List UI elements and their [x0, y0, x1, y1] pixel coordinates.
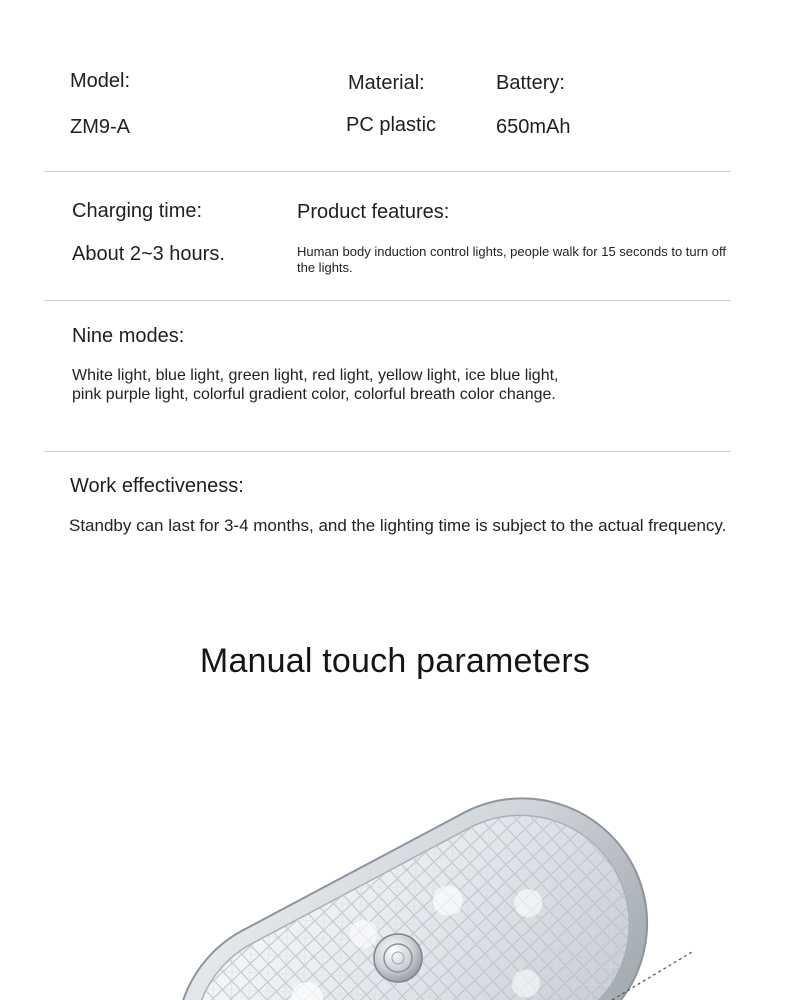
model-label: Model:: [70, 70, 131, 92]
nine-modes-label: Nine modes:: [72, 325, 185, 347]
charging-time-value: About 2~3 hours.: [72, 243, 225, 265]
model-value: ZM9-A: [70, 116, 130, 138]
divider-1: [44, 171, 731, 172]
work-effectiveness-label: Work effectiveness:: [70, 475, 244, 497]
material-value: PC plastic: [346, 114, 437, 136]
product-features-line-2: the lights.: [297, 260, 353, 275]
nine-modes-line-2: pink purple light, colorful gradient color, colorful breath color change.: [72, 386, 556, 403]
nine-modes-line-1: White light, blue light, green light, red light, yellow light, ice blue light,: [72, 367, 559, 384]
divider-3: [44, 451, 731, 452]
divider-2: [44, 300, 731, 301]
material-label: Material:: [348, 72, 425, 94]
product-image: [0, 760, 790, 1000]
battery-value: 650mAh: [496, 116, 571, 138]
product-features-label: Product features:: [297, 201, 450, 223]
sensor-light-illustration: [0, 760, 790, 1000]
charging-time-label: Charging time:: [72, 200, 203, 222]
product-features-line-1: Human body induction control lights, people walk for 15 seconds to turn off: [297, 244, 727, 259]
section-heading: Manual touch parameters: [199, 642, 591, 680]
work-effectiveness-value: Standby can last for 3-4 months, and the lighting time is subject to the actual frequency.: [69, 516, 727, 535]
battery-label: Battery:: [496, 72, 565, 94]
touch-button[interactable]: [374, 934, 422, 982]
